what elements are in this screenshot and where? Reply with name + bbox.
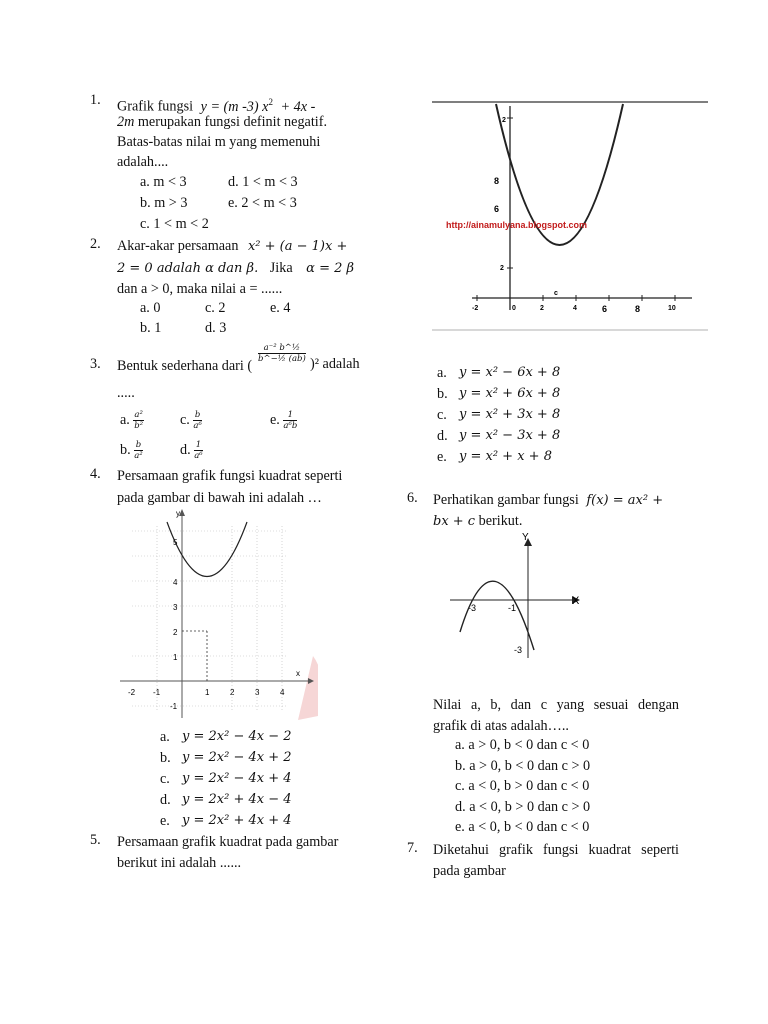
y-axis-label: y — [176, 509, 180, 518]
x-tick: 0 — [512, 305, 516, 312]
question-number: 7. — [407, 840, 418, 856]
option-label: c. — [437, 407, 447, 423]
option-a: a. $\frac{\text{a²}}{\text{b²}}$ — [120, 410, 144, 431]
root-label: c — [554, 290, 558, 297]
option-e: e. a < 0, b < 0 dan c < 0 — [455, 819, 590, 835]
option-b: y = x² + 6x + 8 — [459, 386, 561, 401]
y-axis-label: Y — [522, 532, 529, 543]
y-tick: -3 — [514, 645, 523, 655]
option-label: e. — [437, 449, 447, 465]
grid — [132, 526, 288, 711]
question-6-line-2: bx + c berikut. — [433, 513, 523, 529]
x-axis-label: x — [296, 669, 300, 678]
option-b: b. $\frac{b}{\text{a²}}$ — [120, 440, 143, 461]
fraction-expression: $\frac{\text{a⁻² b\textasciicircum{}½}}{\text{b\textasciicircum{}−½ (ab)}}$ — [258, 343, 306, 364]
question-4-graph — [118, 506, 318, 722]
option-label: b. — [160, 750, 171, 766]
question-5-graph — [432, 98, 708, 334]
option-e: y = x² + x + 8 — [459, 449, 552, 464]
option-label: a. — [160, 729, 170, 745]
question-1-line-2: 2m merupakan fungsi definit negatif. — [117, 114, 327, 130]
question-number: 3. — [90, 356, 101, 372]
question-number: 1. — [90, 92, 101, 108]
x-tick: -1 — [508, 603, 517, 613]
option-e: e. 4 — [270, 300, 291, 316]
parabola-curve — [167, 522, 247, 577]
y-tick: 5 — [173, 538, 178, 547]
option-label: d. — [437, 428, 448, 444]
question-2-line-2: 2 = 0 adalah α dan β. Jika α = 2 β — [117, 260, 355, 276]
watermark-url: http://ainamulyana.blogspot.com — [446, 220, 588, 230]
x-tick: -2 — [472, 305, 479, 312]
y-tick: -1 — [170, 702, 178, 711]
option-a: a. m < 3 — [140, 174, 187, 190]
question-2-line-3: dan a > 0, maka nilai a = ...... — [117, 281, 283, 297]
y-tick: 3 — [173, 603, 178, 612]
question-6-prompt-2: grafik di atas adalah….. — [433, 718, 569, 734]
question-number: 2. — [90, 236, 101, 252]
y-tick: 1 — [173, 653, 178, 662]
option-d: d. 1 < m < 3 — [228, 174, 298, 190]
option-e: e. 2 < m < 3 — [228, 195, 297, 211]
y-tick: 8 — [494, 176, 500, 186]
option-c: c. 1 < m < 2 — [140, 216, 209, 232]
option-a: a. 0 — [140, 300, 161, 316]
question-4-line-1: Persamaan grafik fungsi kuadrat seperti — [117, 468, 343, 484]
option-a: y = 2x² − 4x − 2 — [182, 729, 292, 744]
question-1-line-1: Grafik fungsi y = (m -3) $x^2 + 4x$ - — [117, 97, 316, 115]
watermark-shape — [298, 656, 318, 720]
y-tick: 2 — [502, 117, 506, 124]
option-d: y = 2x² + 4x − 4 — [182, 792, 292, 807]
option-c: y = 2x² − 4x + 4 — [182, 771, 292, 786]
option-label: e. — [160, 813, 170, 829]
y-tick: 6 — [494, 204, 500, 214]
question-5-line-2: berikut ini adalah ...... — [117, 855, 242, 871]
option-label: b. — [437, 386, 448, 402]
question-number: 4. — [90, 466, 101, 482]
y-tick: 2 — [500, 265, 504, 272]
option-label: a. — [437, 365, 447, 381]
x-tick: 2 — [230, 688, 235, 697]
question-3-line-2: ..... — [117, 385, 135, 401]
y-tick: 2 — [173, 628, 178, 637]
question-3-line-1: Bentuk sederhana dari ( — [117, 358, 253, 374]
question-6-prompt-1: Nilai a, b, dan c yang sesuai dengan — [433, 697, 679, 713]
x-axis-label: X — [572, 595, 580, 607]
option-a: y = x² − 6x + 8 — [459, 365, 561, 380]
option-d: d. 3 — [205, 320, 227, 336]
option-b: b. a > 0, b < 0 dan c > 0 — [455, 758, 591, 774]
x-tick: 1 — [205, 688, 210, 697]
option-c: c. a < 0, b > 0 dan c < 0 — [455, 778, 590, 794]
question-1-line-4: adalah.... — [117, 154, 169, 170]
question-6-graph — [448, 532, 588, 662]
option-d: d. $\frac{1}{\text{a⁶}}$ — [180, 440, 203, 461]
x-tick: 2 — [540, 305, 544, 312]
question-4-line-2: pada gambar di bawah ini adalah … — [117, 490, 322, 506]
x-tick: 10 — [668, 305, 676, 312]
option-c: c. $\frac{b}{\text{a⁶}}$ — [180, 410, 202, 431]
question-3-tail: )² adalah — [310, 356, 360, 372]
option-c: c. 2 — [205, 300, 226, 316]
y-tick: 4 — [173, 578, 178, 587]
x-tick: -1 — [153, 688, 161, 697]
option-c: y = x² + 3x + 8 — [459, 407, 561, 422]
question-1-line-3: Batas-batas nilai m yang memenuhi — [117, 134, 321, 150]
x-tick: 3 — [255, 688, 260, 697]
x-tick: 4 — [573, 305, 577, 312]
question-6-line-1: Perhatikan gambar fungsi f(x) = ax² + — [433, 492, 664, 508]
question-number: 5. — [90, 832, 101, 848]
x-tick: -3 — [468, 603, 477, 613]
option-label: d. — [160, 792, 171, 808]
parabola-curve — [460, 581, 534, 650]
question-2-line-1: Akar-akar persamaan x² + (a − 1)x + — [117, 238, 348, 254]
y-ticks — [170, 538, 178, 711]
option-b: b. 1 — [140, 320, 162, 336]
option-d: d. a < 0, b > 0 dan c > 0 — [455, 799, 591, 815]
x-tick: 6 — [602, 304, 608, 314]
question-number: 6. — [407, 490, 418, 506]
option-e: e. $\frac{1}{\text{a⁶b}}$ — [270, 410, 298, 431]
x-tick: 8 — [635, 304, 641, 314]
option-d: y = x² − 3x + 8 — [459, 428, 561, 443]
option-e: y = 2x² + 4x + 4 — [182, 813, 292, 828]
question-7-line-1: Diketahui grafik fungsi kuadrat seperti — [433, 842, 679, 858]
option-b: b. m > 3 — [140, 195, 188, 211]
option-b: y = 2x² − 4x + 2 — [182, 750, 292, 765]
x-tick: 4 — [280, 688, 285, 697]
option-label: c. — [160, 771, 170, 787]
question-5-line-1: Persamaan grafik kuadrat pada gambar — [117, 834, 339, 850]
x-tick: -2 — [128, 688, 136, 697]
option-a: a. a > 0, b < 0 dan c < 0 — [455, 737, 590, 753]
x-ticks — [128, 688, 285, 697]
question-7-line-2: pada gambar — [433, 863, 506, 879]
